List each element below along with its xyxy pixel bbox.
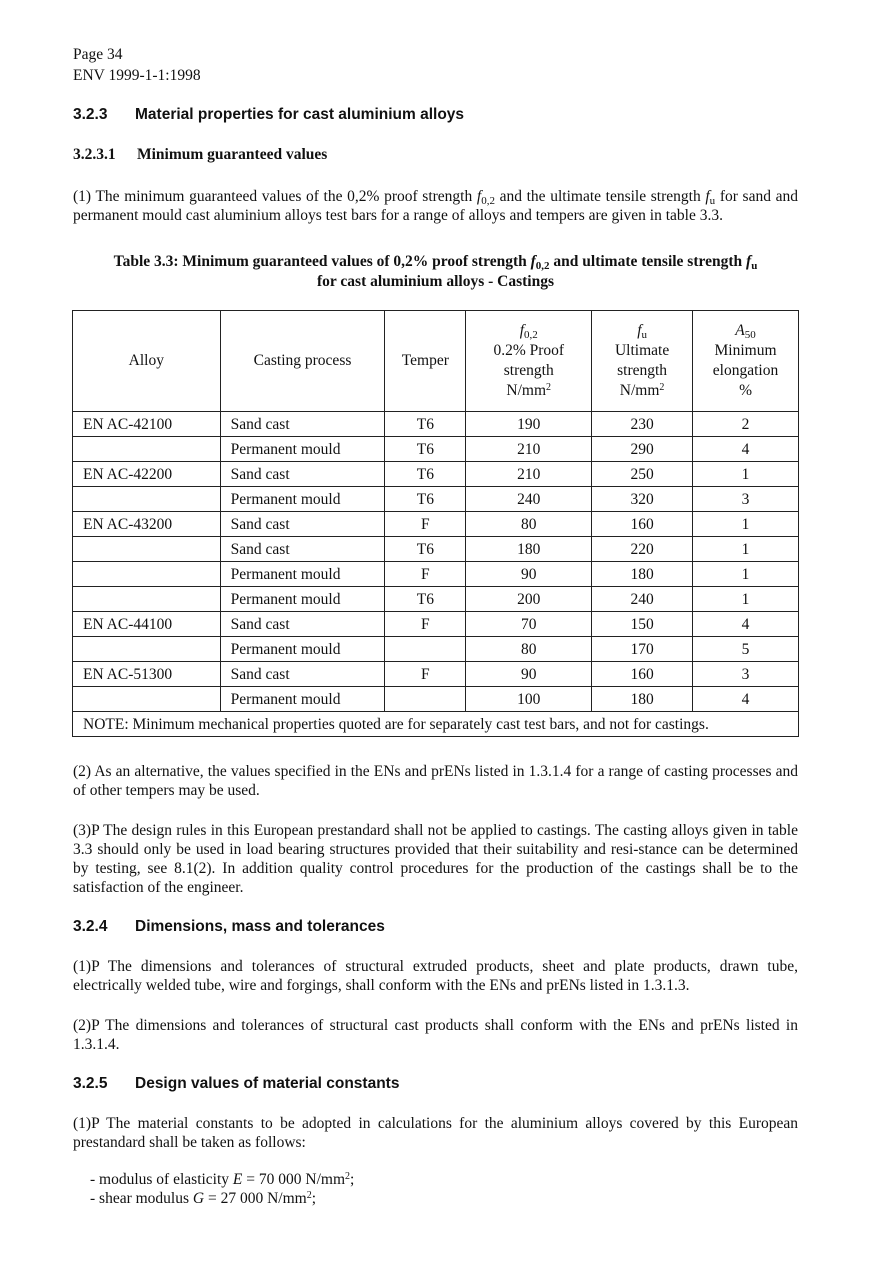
- unit: %: [739, 382, 752, 399]
- cell-elongation: 1: [693, 562, 799, 587]
- symbol-a: A: [735, 322, 745, 339]
- cell-elongation: 5: [693, 637, 799, 662]
- cell-alloy: EN AC-44100: [73, 612, 221, 637]
- paragraph-6: (1)P The material constants to be adopted in calculations for the aluminium alloys covered by this European prestandard shall be taken as follows:: [73, 1115, 798, 1151]
- section-3-2-5-heading: [73, 1074, 399, 1093]
- header-line: elongation: [712, 362, 779, 379]
- cell-alloy: [73, 587, 221, 612]
- symbol-g: G: [192, 1190, 205, 1207]
- cell-alloy: [73, 537, 221, 562]
- cell-alloy: EN AC-43200: [73, 512, 221, 537]
- cell-proof-strength: 80: [466, 637, 592, 662]
- header-casting-process: Casting process: [220, 311, 385, 412]
- section-3-2-4-heading: [73, 917, 385, 936]
- cell-proof-strength: 190: [466, 412, 592, 437]
- cell-ultimate-strength: 250: [592, 462, 693, 487]
- page-header: [73, 44, 201, 86]
- cell-proof-strength: 70: [466, 612, 592, 637]
- section-3-2-3-heading: [73, 105, 464, 124]
- cell-elongation: 1: [693, 512, 799, 537]
- cell-proof-strength: 90: [466, 662, 592, 687]
- cell-temper: F: [385, 562, 466, 587]
- paragraph-1: [73, 187, 798, 225]
- text-run: and the ultimate tensile strength: [494, 188, 706, 205]
- cell-ultimate-strength: 320: [592, 487, 693, 512]
- cell-temper: F: [385, 612, 466, 637]
- table-header-row: [73, 311, 799, 412]
- header-line: strength: [617, 362, 668, 379]
- cell-temper: [385, 687, 466, 712]
- unit-exponent: 2: [345, 1171, 350, 1182]
- symbol-subscript: 50: [744, 329, 756, 341]
- cell-casting-process: Sand cast: [220, 412, 385, 437]
- symbol-f: f: [530, 253, 536, 270]
- cell-ultimate-strength: 150: [592, 612, 693, 637]
- table-row: [73, 687, 799, 712]
- text-run: ;: [350, 1171, 355, 1188]
- paragraph-5: (2)P The dimensions and tolerances of structural cast products shall conform with the ENs and prENs listed in 1.3.1.4.: [73, 1017, 798, 1053]
- cell-proof-strength: 200: [466, 587, 592, 612]
- symbol-e: E: [232, 1171, 243, 1188]
- table-row: [73, 512, 799, 537]
- paragraph-2: (2) As an alternative, the values specified in the ENs and prENs listed in 1.3.1.4 for a range of casting processes and of other tempers may be used.: [73, 763, 798, 799]
- header-line: strength: [503, 362, 554, 379]
- table-row: [73, 412, 799, 437]
- table-caption: [73, 252, 798, 292]
- document-id: ENV 1999-1-1:1998: [73, 67, 201, 84]
- table-row: [73, 437, 799, 462]
- list-item: [90, 1189, 354, 1208]
- text-run: ;: [311, 1190, 317, 1207]
- section-title: Material properties for cast aluminium alloys: [135, 106, 465, 123]
- section-title: Design values of material constants: [135, 1075, 400, 1092]
- symbol-subscript: u: [751, 260, 758, 272]
- paragraph-3: (3)P The design rules in this European prestandard shall not be applied to castings. The casting alloys given in table 3.3 should only be used in load bearing structures provided that their suitability and resi-stance can be determined by testing, see 8.1(2). In addition quality control procedures for the production of the castings shall be to the satisfaction of the engineer.: [73, 822, 798, 896]
- cell-temper: F: [385, 512, 466, 537]
- symbol-subscript: u: [709, 195, 716, 207]
- header-temper: Temper: [385, 311, 466, 412]
- table-row: [73, 462, 799, 487]
- list-item: [90, 1170, 354, 1189]
- cell-proof-strength: 100: [466, 687, 592, 712]
- cell-elongation: 4: [693, 612, 799, 637]
- cell-elongation: 1: [693, 462, 799, 487]
- cell-casting-process: Sand cast: [220, 612, 385, 637]
- cell-elongation: 2: [693, 412, 799, 437]
- cell-casting-process: Sand cast: [220, 662, 385, 687]
- section-title: Minimum guaranteed values: [137, 146, 328, 163]
- table-row: [73, 487, 799, 512]
- cell-temper: T6: [385, 437, 466, 462]
- header-elongation: [693, 311, 799, 412]
- table-row: [73, 662, 799, 687]
- table-row: [73, 612, 799, 637]
- symbol-subscript: 0,2: [535, 260, 550, 272]
- header-ultimate-strength: [592, 311, 693, 412]
- section-title: Dimensions, mass and tolerances: [135, 918, 385, 935]
- table-note: NOTE: Minimum mechanical properties quoted are for separately cast test bars, and not for castings.: [73, 712, 799, 737]
- header-line: Ultimate: [614, 342, 670, 359]
- cell-casting-process: Permanent mould: [220, 687, 385, 712]
- cell-temper: T6: [385, 462, 466, 487]
- table-row: [73, 537, 799, 562]
- cell-ultimate-strength: 160: [592, 512, 693, 537]
- header-proof-strength: [466, 311, 592, 412]
- symbol-subscript: u: [641, 329, 647, 341]
- cell-temper: [385, 637, 466, 662]
- material-properties-table: [72, 310, 799, 737]
- unit-exponent: 2: [306, 1190, 312, 1201]
- paragraph-4: (1)P The dimensions and tolerances of structural extruded products, sheet and plate products, drawn tube, electrically welded tube, wire and forgings, shall conform with the ENs and prENs listed in 1.3.1.3.: [73, 958, 798, 994]
- section-number: 3.2.4: [73, 918, 108, 935]
- symbol-f: f: [519, 322, 525, 339]
- symbol-f: f: [637, 322, 642, 339]
- cell-proof-strength: 90: [466, 562, 592, 587]
- cell-proof-strength: 210: [466, 462, 592, 487]
- cell-proof-strength: 80: [466, 512, 592, 537]
- cell-casting-process: Permanent mould: [220, 562, 385, 587]
- constants-list: [90, 1170, 354, 1208]
- cell-casting-process: Permanent mould: [220, 587, 385, 612]
- cell-alloy: EN AC-51300: [73, 662, 221, 687]
- cell-casting-process: Sand cast: [220, 537, 385, 562]
- cell-temper: T6: [385, 587, 466, 612]
- cell-ultimate-strength: 160: [592, 662, 693, 687]
- table-row: [73, 637, 799, 662]
- symbol-f: f: [476, 188, 482, 205]
- symbol-subscript: 0,2: [524, 329, 538, 341]
- cell-elongation: 4: [693, 437, 799, 462]
- text-run: for sand and permanent mould cast aluminium alloys test bars for a range of alloys and tempers are given in table 3.3.: [73, 188, 798, 224]
- symbol-f: f: [705, 188, 710, 205]
- section-number: 3.2.5: [73, 1075, 108, 1092]
- cell-temper: T6: [385, 537, 466, 562]
- cell-elongation: 1: [693, 587, 799, 612]
- cell-ultimate-strength: 220: [592, 537, 693, 562]
- text-run: = 70 000 N/mm: [242, 1171, 345, 1188]
- section-3-2-3-1-heading: [73, 145, 327, 164]
- cell-elongation: 1: [693, 537, 799, 562]
- text-run: - modulus of elasticity: [90, 1171, 233, 1188]
- header-alloy: Alloy: [73, 311, 221, 412]
- cell-alloy: [73, 437, 221, 462]
- header-line: Minimum: [714, 342, 777, 359]
- cell-ultimate-strength: 170: [592, 637, 693, 662]
- cell-temper: T6: [385, 487, 466, 512]
- cell-ultimate-strength: 180: [592, 687, 693, 712]
- cell-elongation: 3: [693, 662, 799, 687]
- symbol-f: f: [746, 253, 752, 270]
- cell-ultimate-strength: 290: [592, 437, 693, 462]
- text-run: - shear modulus: [90, 1190, 193, 1207]
- unit: N/mm: [506, 382, 547, 399]
- cell-elongation: 4: [693, 687, 799, 712]
- table-note-row: [73, 712, 799, 737]
- cell-casting-process: Permanent mould: [220, 637, 385, 662]
- text-run: and ultimate tensile strength: [549, 253, 747, 270]
- table-row: [73, 562, 799, 587]
- cell-proof-strength: 240: [466, 487, 592, 512]
- cell-casting-process: Permanent mould: [220, 487, 385, 512]
- cell-alloy: [73, 637, 221, 662]
- unit: N/mm: [619, 382, 660, 399]
- cell-casting-process: Sand cast: [220, 512, 385, 537]
- table-row: [73, 587, 799, 612]
- cell-ultimate-strength: 180: [592, 562, 693, 587]
- text-run: = 27 000 N/mm: [204, 1190, 307, 1207]
- cell-alloy: EN AC-42200: [73, 462, 221, 487]
- cell-temper: F: [385, 662, 466, 687]
- cell-alloy: [73, 562, 221, 587]
- text-run: (1) The minimum guaranteed values of the 0,2% proof strength: [73, 188, 477, 205]
- cell-alloy: EN AC-42100: [73, 412, 221, 437]
- cell-alloy: [73, 687, 221, 712]
- unit-exponent: 2: [659, 382, 665, 393]
- header-line: 0.2% Proof: [493, 342, 565, 359]
- caption-line-2: for cast aluminium alloys - Castings: [317, 273, 554, 290]
- cell-elongation: 3: [693, 487, 799, 512]
- cell-casting-process: Permanent mould: [220, 437, 385, 462]
- cell-proof-strength: 180: [466, 537, 592, 562]
- section-number: 3.2.3: [73, 106, 108, 123]
- cell-proof-strength: 210: [466, 437, 592, 462]
- unit-exponent: 2: [546, 382, 552, 393]
- cell-temper: T6: [385, 412, 466, 437]
- cell-ultimate-strength: 230: [592, 412, 693, 437]
- page-number: Page 34: [73, 46, 123, 63]
- cell-ultimate-strength: 240: [592, 587, 693, 612]
- section-number: 3.2.3.1: [73, 146, 116, 163]
- cell-alloy: [73, 487, 221, 512]
- cell-casting-process: Sand cast: [220, 462, 385, 487]
- text-run: Table 3.3: Minimum guaranteed values of 0,2% proof strength: [113, 253, 531, 270]
- symbol-subscript: 0,2: [481, 195, 495, 207]
- table-body: [73, 412, 799, 712]
